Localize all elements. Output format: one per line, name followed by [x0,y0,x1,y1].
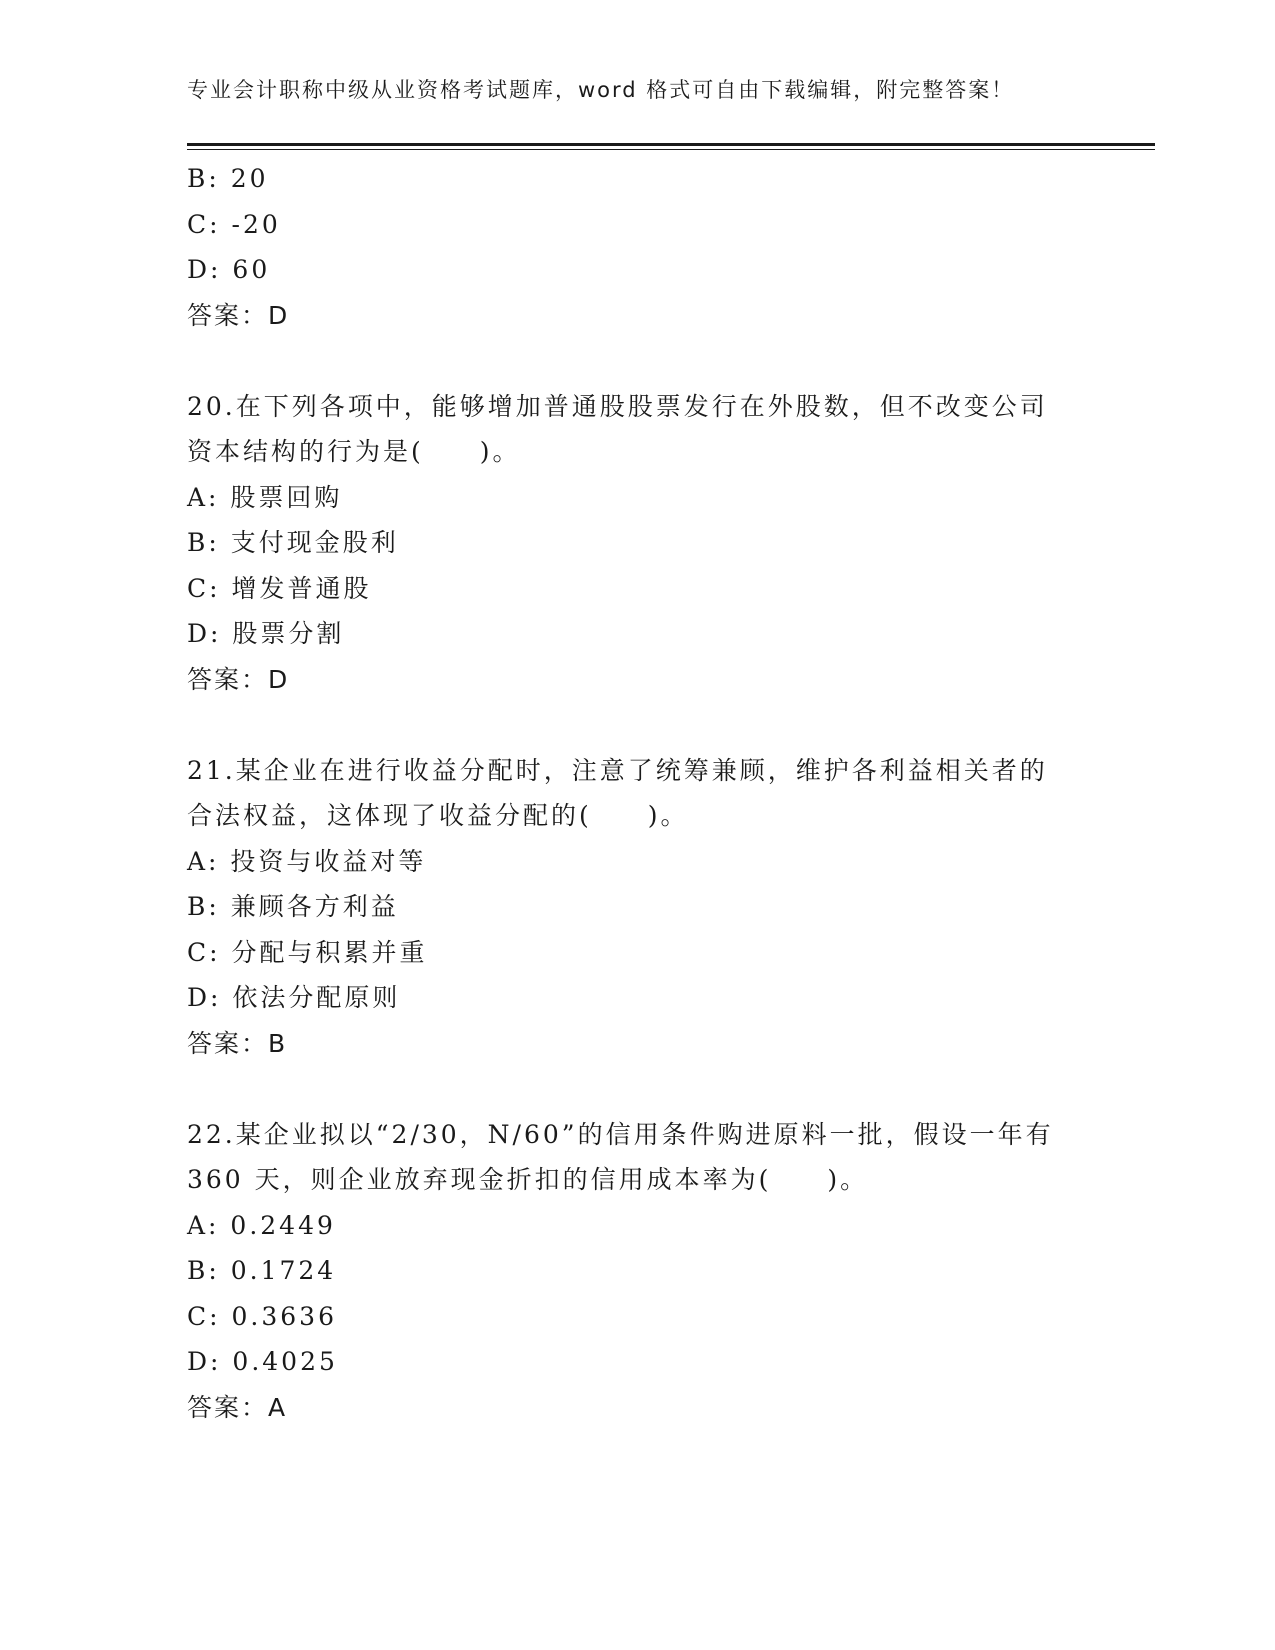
answer-line: 答案：D [187,664,290,694]
option-b: B: 20 [187,164,269,193]
answer-line: 答案：B [187,1028,288,1058]
option-c: C: -20 [187,209,281,239]
option-b: B: 支付现金股利 [187,528,399,557]
question-stem-line-2: 资本结构的行为是( )。 [187,437,521,466]
question-stem-line-1: 22.某企业拟以“2/30，N/60”的信用条件购进原料一批，假设一年有 [187,1119,1054,1149]
spacer [187,702,1087,748]
header-divider-thin [187,149,1155,150]
page-header: 专业会计职称中级从业资格考试题库，word 格式可自由下载编辑，附完整答案！ [187,78,1015,102]
option-b: B: 兼顾各方利益 [187,892,399,921]
option-d: D: 0.4025 [187,1347,338,1376]
option-b: B: 0.1724 [187,1256,337,1285]
question-content [187,156,1087,1430]
option-c: C: 增发普通股 [187,573,372,603]
answer-line: 答案：D [187,300,290,330]
question-stem-line-1: 21.某企业在进行收益分配时，注意了统筹兼顾，维护各利益相关者的 [187,755,1048,785]
question-21 [187,748,1087,1067]
question-20 [187,384,1087,703]
option-d: D: 股票分割 [187,619,345,648]
prev-question-block [187,156,1087,338]
spacer [187,338,1087,384]
option-c: C: 0.3636 [187,1301,337,1331]
option-c: C: 分配与积累并重 [187,937,428,967]
question-stem-line-1: 20.在下列各项中，能够增加普通股股票发行在外股数，但不改变公司 [187,391,1048,421]
option-a: A: 0.2449 [187,1210,336,1240]
option-d: D: 60 [187,255,271,284]
question-stem-line-2: 360 天，则企业放弃现金折扣的信用成本率为( )。 [187,1165,869,1194]
question-stem-line-2: 合法权益，这体现了收益分配的( )。 [187,801,689,830]
option-a: A: 股票回购 [187,482,343,512]
question-22 [187,1112,1087,1431]
answer-line: 答案：A [187,1392,288,1422]
option-a: A: 投资与收益对等 [187,846,427,876]
header-divider-thick [187,143,1155,146]
spacer [187,1066,1087,1112]
option-d: D: 依法分配原则 [187,983,401,1012]
